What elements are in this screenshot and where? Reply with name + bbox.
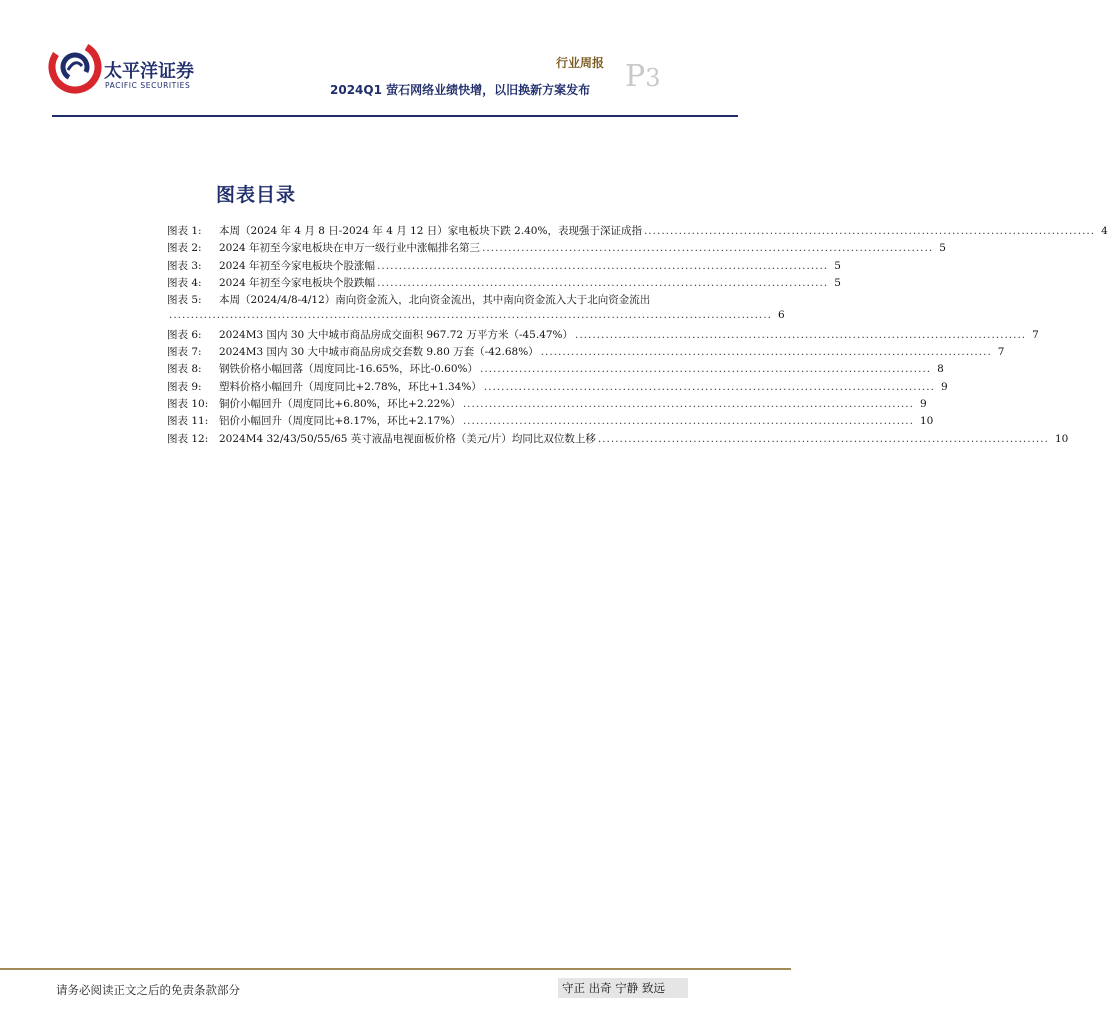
toc-item-page: 7 — [1032, 328, 1039, 341]
logo-english-name: PACIFIC SECURITIES — [105, 81, 191, 90]
toc-leader: ........................................................................................................ — [483, 380, 935, 393]
toc-item-continuation[interactable] — [167, 309, 785, 326]
toc-item[interactable] — [167, 223, 1108, 240]
toc-leader: ........................................................................................................ — [540, 346, 992, 359]
toc-item-text: 塑料价格小幅回升（周度同比+2.78%，环比+1.34%） — [219, 380, 482, 393]
page-letter: P — [625, 59, 646, 94]
toc-item[interactable] — [167, 258, 841, 275]
toc-item-label: 图表 8: — [167, 363, 202, 376]
toc-item[interactable] — [167, 396, 927, 413]
header-divider — [52, 115, 738, 117]
toc-item[interactable] — [167, 292, 739, 309]
toc-item-text: 钢铁价格小幅回落（周度同比-16.65%，环比-0.60%） — [219, 363, 478, 376]
toc-item-page: 9 — [940, 380, 948, 393]
company-logo — [48, 40, 208, 94]
toc-leader: ........................................................................................................ — [462, 397, 914, 410]
toc-item-label: 图表 10: — [167, 397, 209, 410]
toc-item-text: 2024 年初至今家电板块个股涨幅 — [219, 259, 376, 272]
toc-item-label: 图表 1: — [167, 225, 202, 237]
footer-disclaimer: 请务必阅读正文之后的免责条款部分 — [56, 983, 240, 997]
toc-leader: ........................................................................................................................................... — [169, 309, 772, 322]
footer-motto: 守正 出奇 宁静 致远 — [558, 978, 688, 998]
toc-leader: ........................................................................................................ — [482, 242, 934, 255]
toc-item-label: 图表 4: — [167, 276, 202, 289]
toc-item[interactable] — [167, 361, 944, 378]
toc-item-text: 本周（2024 年 4 月 8 日-2024 年 4 月 12 日）家电板块下跌 2.40%，表现强于深证成指 — [219, 225, 642, 237]
toc-item-label: 图表 9: — [167, 380, 202, 393]
toc-item-page: 8 — [937, 363, 944, 376]
toc-leader: ........................................................................................................ — [377, 276, 829, 289]
toc-leader: ........................................................................................................ — [597, 432, 1049, 445]
toc-item-text: 2024 年初至今家电板块个股跌幅 — [219, 276, 376, 289]
report-title: 2024Q1 萤石网络业绩快增，以旧换新方案发布 — [330, 83, 591, 97]
toc-item-page: 4 — [1101, 225, 1108, 237]
report-type: 行业周报 — [556, 56, 605, 70]
toc-item-text: 铜价小幅回升（周度同比+6.80%，环比+2.22%） — [219, 397, 461, 410]
toc-leader: ........................................................................................................ — [480, 363, 932, 376]
toc-item-page: 6 — [777, 309, 785, 322]
table-of-figures — [167, 223, 1108, 448]
toc-item[interactable] — [167, 240, 946, 257]
toc-item[interactable] — [167, 431, 1069, 448]
toc-item-label: 图表 6: — [167, 328, 202, 341]
toc-item-label: 图表 5: — [167, 294, 202, 307]
toc-item-text: 铝价小幅回升（周度同比+8.17%，环比+2.17%） — [219, 415, 461, 428]
toc-item-page: 5 — [834, 259, 841, 272]
toc-item[interactable] — [167, 327, 1039, 344]
toc-item-page: 10 — [1054, 432, 1069, 445]
toc-item-text: 2024M4 32/43/50/55/65 英寸液晶电视面板价格（美元/片）均同比双位数上移 — [219, 432, 596, 445]
toc-item-label: 图表 11: — [167, 415, 209, 428]
toc-item[interactable] — [167, 413, 934, 430]
toc-item-page: 7 — [997, 346, 1005, 359]
toc-leader: ........................................................................................................ — [377, 259, 829, 272]
toc-item-text: 2024M3 国内 30 大中城市商品房成交面积 967.72 万平方米（-45.47%） — [219, 328, 574, 341]
toc-item[interactable] — [167, 379, 948, 396]
toc-item-text: 2024M3 国内 30 大中城市商品房成交套数 9.80 万套（-42.68%） — [219, 346, 539, 359]
toc-leader: ........................................................................................................ — [643, 225, 1096, 237]
toc-item-text: 2024 年初至今家电板块在申万一级行业中涨幅排名第三 — [219, 242, 481, 255]
page-digit: 3 — [645, 64, 661, 92]
footer-divider — [0, 968, 791, 970]
toc-item-page: 5 — [939, 242, 946, 255]
toc-leader: ........................................................................................................ — [462, 415, 914, 428]
toc-item-label: 图表 2: — [167, 242, 202, 255]
page-header — [0, 0, 791, 120]
toc-item[interactable] — [167, 275, 841, 292]
toc-item[interactable] — [167, 344, 1005, 361]
toc-item-label: 图表 12: — [167, 432, 209, 445]
toc-item-page: 5 — [834, 276, 841, 289]
toc-item-label: 图表 3: — [167, 259, 202, 272]
toc-item-label: 图表 7: — [167, 346, 202, 359]
toc-item-page: 10 — [919, 415, 934, 428]
toc-leader: ........................................................................................................ — [575, 328, 1027, 341]
toc-item-text: 本周（2024/4/8-4/12）南向资金流入，北向资金流出，其中南向资金流入大于北向资金流出 — [219, 294, 651, 307]
logo-chinese-name: 太平洋证券 — [104, 61, 194, 82]
pacific-securities-logo-icon — [48, 40, 102, 94]
page-number — [625, 59, 661, 94]
toc-item-page: 9 — [919, 397, 927, 410]
toc-title: 图表目录 — [216, 184, 297, 206]
